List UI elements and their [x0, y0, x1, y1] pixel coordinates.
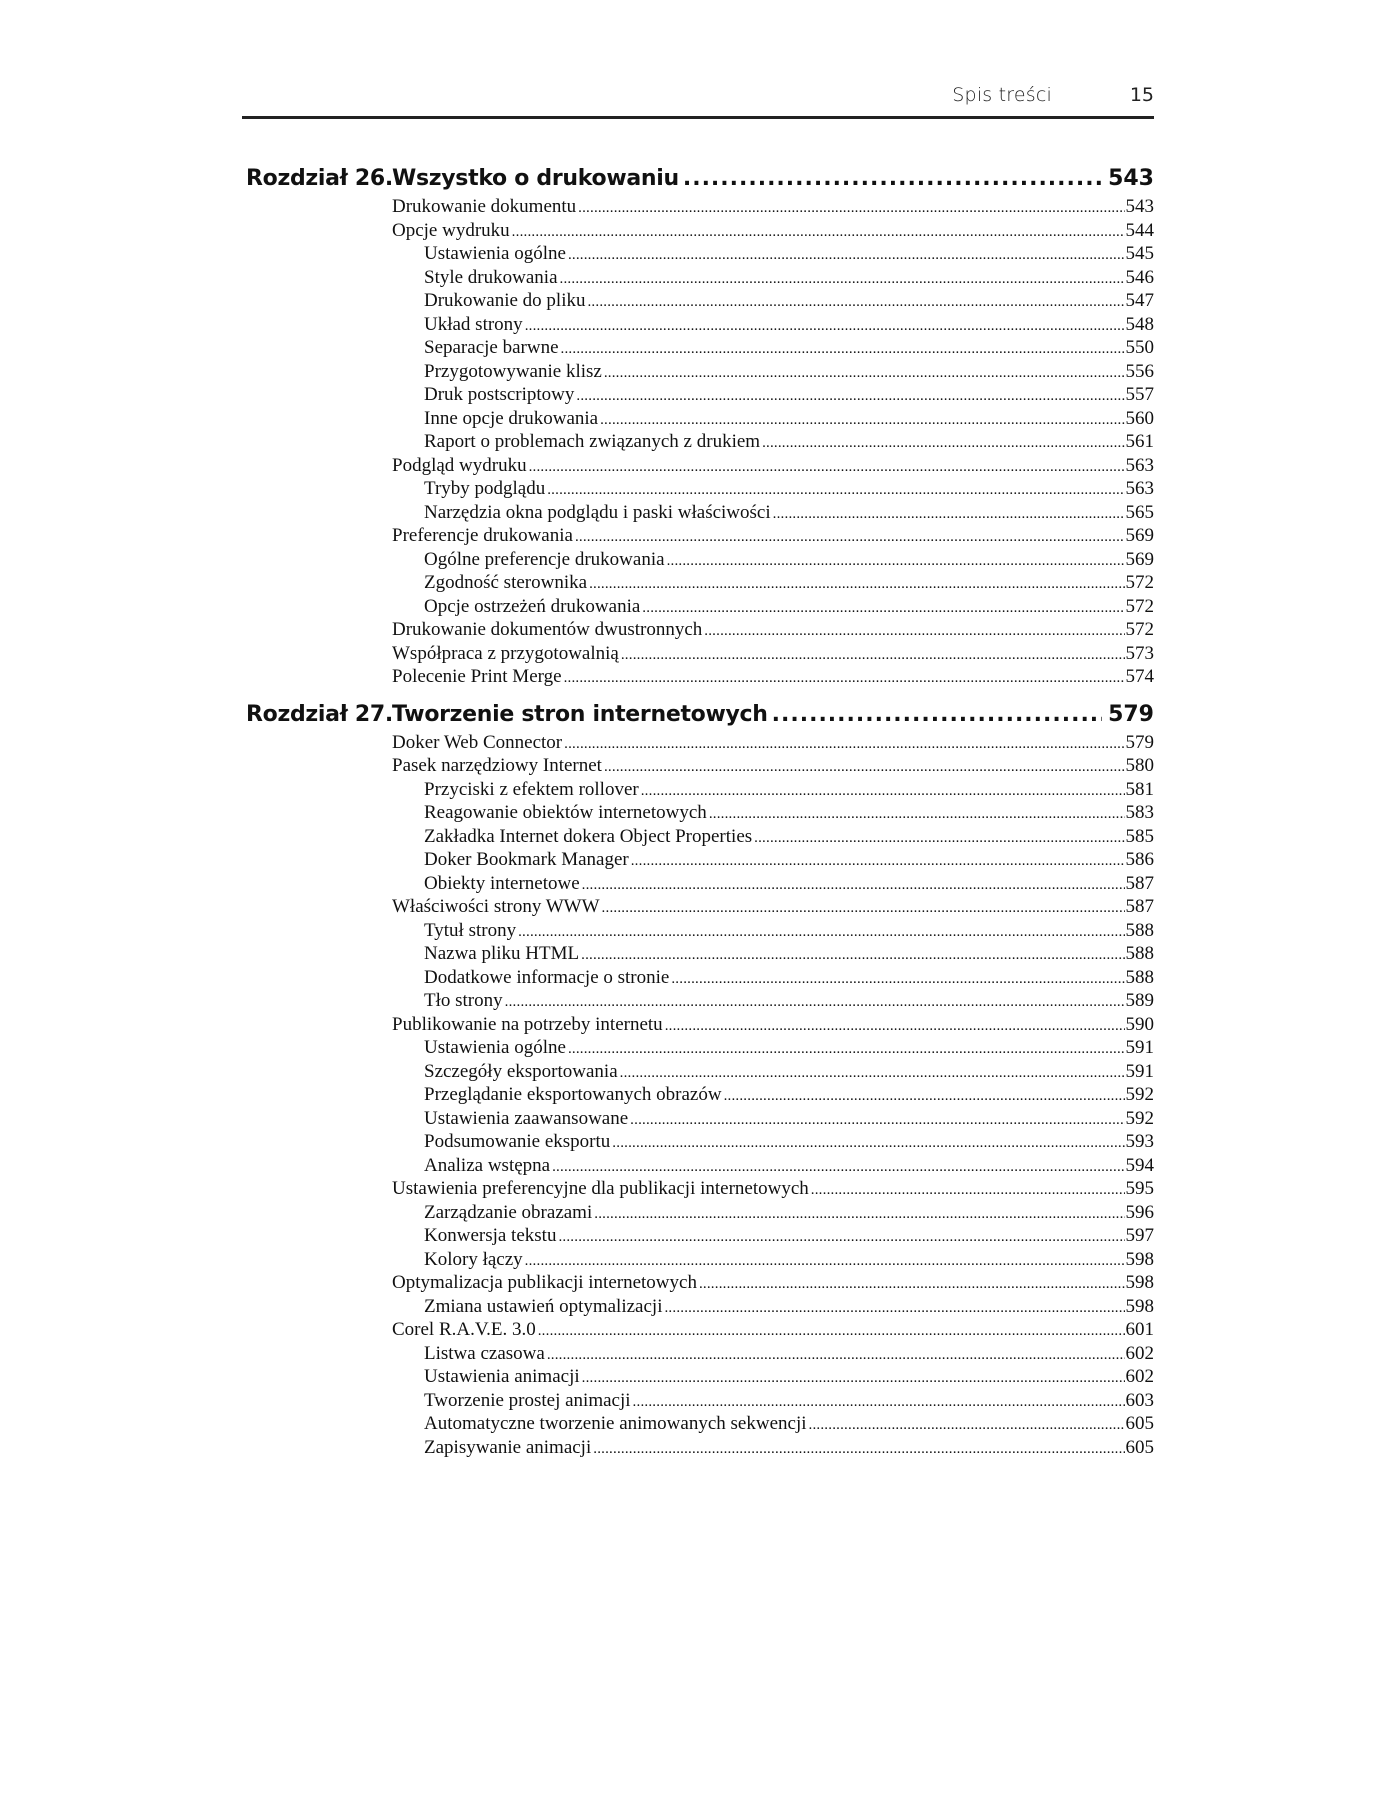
toc-chapter [242, 163, 1154, 689]
toc-entry [392, 642, 1154, 666]
toc-entry [424, 919, 1154, 943]
dot-leader [547, 1344, 1125, 1368]
toc-entry [424, 1036, 1154, 1060]
dot-leader [772, 699, 1102, 731]
dot-leader [558, 1226, 1124, 1250]
toc-entry-title: Zmiana ustawień optymalizacji [424, 1295, 663, 1317]
dot-leader [561, 338, 1125, 362]
toc-entry-title: Separacje barwne [424, 337, 559, 358]
toc-entry-page-number: 563 [1125, 454, 1154, 476]
toc-entry-title: Podsumowanie eksportu [424, 1131, 611, 1152]
chapter-label: Rozdział 26. [246, 166, 393, 191]
toc-entry-title: Tytuł strony [424, 919, 517, 941]
toc-entry-page-number: 572 [1125, 595, 1154, 617]
toc-entry-page-number: 550 [1125, 337, 1154, 358]
dot-leader [581, 944, 1124, 968]
chapter-title-line [392, 699, 1154, 731]
toc-entry [424, 313, 1154, 337]
toc-entry [424, 242, 1154, 266]
chapter-title: Tworzenie stron internetowych [392, 701, 768, 727]
toc-entry-title: Tło strony [424, 990, 503, 1011]
toc-entry-title: Automatyczne tworzenie animowanych sekwencji [424, 1413, 807, 1434]
toc-entry-title: Szczegóły eksportowania [424, 1060, 618, 1082]
toc-entry [424, 501, 1154, 525]
dot-leader [704, 620, 1124, 644]
toc-entry [424, 848, 1154, 872]
toc-entry-page-number: 598 [1125, 1295, 1154, 1317]
dot-leader [633, 1391, 1125, 1415]
toc-entry-title: Podgląd wydruku [392, 454, 527, 476]
toc-entry-page-number: 572 [1125, 572, 1154, 593]
toc-entry [392, 754, 1154, 778]
toc-entry [392, 618, 1154, 642]
toc-entry [424, 872, 1154, 896]
toc-entry-title: Ustawienia preferencyjne dla publikacji internetowych [392, 1178, 809, 1199]
toc-entry-page-number: 561 [1125, 431, 1154, 452]
dot-leader [587, 291, 1124, 315]
toc-entry-page-number: 585 [1125, 825, 1154, 847]
toc-entry-title: Listwa czasowa [424, 1342, 545, 1364]
dot-leader [582, 1367, 1125, 1391]
toc-entry-title: Nazwa pliku HTML [424, 943, 580, 964]
dot-leader [683, 163, 1102, 195]
dot-leader [630, 1109, 1124, 1133]
toc-entry-title: Tworzenie prostej animacji [424, 1389, 631, 1411]
dot-leader [525, 315, 1125, 339]
page-number: 15 [1129, 84, 1154, 106]
toc-entry-page-number: 602 [1125, 1366, 1154, 1387]
toc-entry [424, 1412, 1154, 1436]
dot-leader [602, 897, 1125, 921]
toc-entry [424, 407, 1154, 431]
toc-entry-page-number: 545 [1125, 243, 1154, 264]
toc-entry [392, 1177, 1154, 1201]
toc-entry [424, 966, 1154, 990]
chapter-page-number: 579 [1108, 701, 1154, 727]
dot-leader [667, 550, 1125, 574]
dot-leader [582, 874, 1125, 898]
dot-leader [631, 850, 1125, 874]
toc-entry-page-number: 565 [1125, 501, 1154, 523]
toc-entry [424, 1436, 1154, 1460]
toc-entry [392, 524, 1154, 548]
dot-leader [576, 385, 1124, 409]
toc-entry-page-number: 583 [1125, 802, 1154, 823]
chapter-title-line [392, 163, 1154, 195]
toc-entry [424, 548, 1154, 572]
toc-entry [424, 989, 1154, 1013]
dot-leader [664, 1297, 1124, 1321]
dot-leader [564, 667, 1125, 691]
toc-entry-page-number: 596 [1125, 1201, 1154, 1223]
toc-entry-page-number: 587 [1125, 872, 1154, 894]
toc-entry [424, 1342, 1154, 1366]
dot-leader [641, 780, 1125, 804]
toc-entry-page-number: 593 [1125, 1131, 1154, 1152]
toc-entry-title: Współpraca z przygotowalnią [392, 642, 619, 664]
toc-entry [424, 1248, 1154, 1272]
toc-entry-page-number: 581 [1125, 778, 1154, 800]
toc-entry-page-number: 569 [1125, 548, 1154, 570]
toc-entry-title: Style drukowania [424, 266, 558, 288]
toc-entry-page-number: 597 [1125, 1225, 1154, 1246]
toc-entry-title: Przygotowywanie klisz [424, 360, 602, 382]
dot-leader [538, 1320, 1125, 1344]
toc-entry-title: Zakładka Internet dokera Object Properties [424, 825, 753, 847]
toc-entry [424, 1083, 1154, 1107]
toc-entry [424, 360, 1154, 384]
dot-leader [724, 1085, 1125, 1109]
toc-entry-title: Raport o problemach związanych z drukiem [424, 431, 761, 452]
toc-entry-page-number: 572 [1125, 619, 1154, 640]
toc-entry-page-number: 547 [1125, 290, 1154, 311]
toc-entry [424, 595, 1154, 619]
toc-entry [392, 731, 1154, 755]
toc-entry-title: Inne opcje drukowania [424, 407, 599, 429]
toc-entry-page-number: 573 [1125, 642, 1154, 664]
chapter-page-number: 543 [1108, 166, 1154, 191]
toc-entry-page-number: 592 [1125, 1084, 1154, 1105]
toc-entry-page-number: 587 [1125, 896, 1154, 917]
chapter-label: Rozdział 27. [246, 701, 393, 727]
toc-entry-page-number: 548 [1125, 313, 1154, 335]
toc-entry-title: Ustawienia ogólne [424, 1037, 566, 1058]
chapter-heading [242, 163, 1154, 195]
toc-entry-page-number: 588 [1125, 943, 1154, 964]
toc-entry [424, 1060, 1154, 1084]
dot-leader [518, 921, 1124, 945]
dot-leader [699, 1273, 1125, 1297]
toc-entry-title: Doker Web Connector [392, 731, 563, 753]
toc-entry-title: Dodatkowe informacje o stronie [424, 966, 670, 988]
toc-entry-page-number: 592 [1125, 1107, 1154, 1129]
toc-entry-page-number: 598 [1125, 1248, 1154, 1270]
dot-leader [568, 244, 1125, 268]
toc-entry-page-number: 601 [1125, 1319, 1154, 1340]
toc-entry-title: Preferencje drukowania [392, 525, 573, 546]
toc-entry [392, 219, 1154, 243]
toc-entry [424, 1365, 1154, 1389]
toc-entry [392, 665, 1154, 689]
dot-leader [505, 991, 1125, 1015]
dot-leader [671, 968, 1124, 992]
toc-entry-title: Zapisywanie animacji [424, 1436, 592, 1458]
toc-entry-title: Opcje wydruku [392, 219, 510, 241]
toc-entry-title: Przyciski z efektem rollover [424, 778, 639, 800]
toc-entry [392, 195, 1154, 219]
dot-leader [594, 1203, 1124, 1227]
toc-entry-page-number: 594 [1125, 1154, 1154, 1176]
table-of-contents [242, 163, 1154, 1459]
toc-entry-title: Właściwości strony WWW [392, 896, 600, 917]
toc-entry-page-number: 598 [1125, 1272, 1154, 1293]
toc-entry [424, 430, 1154, 454]
toc-entry-page-number: 574 [1125, 666, 1154, 687]
toc-entry-page-number: 591 [1125, 1037, 1154, 1058]
toc-entry-page-number: 591 [1125, 1060, 1154, 1082]
toc-entry [424, 477, 1154, 501]
toc-entry-page-number: 543 [1125, 196, 1154, 217]
toc-entry-page-number: 563 [1125, 478, 1154, 499]
toc-entry-page-number: 605 [1125, 1436, 1154, 1458]
dot-leader [621, 644, 1125, 668]
dot-leader [564, 733, 1124, 757]
chapter-heading [242, 699, 1154, 731]
dot-leader [593, 1438, 1124, 1462]
toc-entry-page-number: 579 [1125, 731, 1154, 753]
dot-leader [512, 221, 1125, 245]
toc-entry-title: Publikowanie na potrzeby internetu [392, 1013, 663, 1035]
toc-entry-title: Drukowanie dokumentów dwustronnych [392, 619, 703, 640]
toc-entry [392, 454, 1154, 478]
toc-entry [424, 1130, 1154, 1154]
toc-entry [424, 1107, 1154, 1131]
toc-entry-page-number: 589 [1125, 990, 1154, 1011]
toc-entry [424, 778, 1154, 802]
dot-leader [809, 1414, 1125, 1438]
toc-entry-title: Konwersja tekstu [424, 1225, 557, 1246]
toc-entry-page-number: 603 [1125, 1389, 1154, 1411]
toc-entry [424, 1389, 1154, 1413]
toc-entry [424, 336, 1154, 360]
toc-entry [424, 1154, 1154, 1178]
dot-leader [773, 503, 1125, 527]
toc-entry-page-number: 544 [1125, 219, 1154, 241]
toc-entry-page-number: 586 [1125, 849, 1154, 870]
toc-entry-title: Układ strony [424, 313, 523, 335]
toc-entry-page-number: 590 [1125, 1013, 1154, 1035]
toc-entry-title: Ustawienia ogólne [424, 243, 566, 264]
toc-entry-title: Ogólne preferencje drukowania [424, 548, 665, 570]
toc-entry-title: Obiekty internetowe [424, 872, 580, 894]
toc-entry-title: Doker Bookmark Manager [424, 849, 629, 870]
toc-entry-page-number: 546 [1125, 266, 1154, 288]
toc-entry-title: Drukowanie dokumentu [392, 196, 577, 217]
dot-leader [604, 362, 1125, 386]
toc-entry-page-number: 602 [1125, 1342, 1154, 1364]
toc-entry-page-number: 569 [1125, 525, 1154, 546]
dot-leader [552, 1156, 1124, 1180]
dot-leader [762, 432, 1124, 456]
toc-entry [424, 1201, 1154, 1225]
dot-leader [529, 456, 1125, 480]
dot-leader [547, 479, 1124, 503]
toc-entry-title: Przeglądanie eksportowanych obrazów [424, 1084, 722, 1105]
dot-leader [754, 827, 1124, 851]
toc-entry [392, 895, 1154, 919]
toc-entry [392, 1318, 1154, 1342]
toc-entry-page-number: 595 [1125, 1178, 1154, 1199]
toc-entry [424, 825, 1154, 849]
toc-entry-title: Corel R.A.V.E. 3.0 [392, 1319, 536, 1340]
toc-entry-list [242, 195, 1154, 689]
toc-entry-title: Kolory łączy [424, 1248, 523, 1270]
dot-leader [709, 803, 1125, 827]
toc-entry-page-number: 580 [1125, 755, 1154, 776]
toc-entry-title: Ustawienia animacji [424, 1366, 580, 1387]
dot-leader [604, 756, 1125, 780]
dot-leader [578, 197, 1124, 221]
toc-entry-title: Opcje ostrzeżeń drukowania [424, 595, 641, 617]
page-header [242, 82, 1154, 119]
toc-entry [424, 571, 1154, 595]
toc-entry-page-number: 557 [1125, 384, 1154, 405]
toc-entry [424, 289, 1154, 313]
toc-entry-title: Analiza wstępna [424, 1154, 551, 1176]
dot-leader [665, 1015, 1125, 1039]
toc-entry [424, 942, 1154, 966]
toc-entry-title: Drukowanie do pliku [424, 290, 586, 311]
toc-entry-page-number: 556 [1125, 360, 1154, 382]
toc-entry [392, 1013, 1154, 1037]
dot-leader [612, 1132, 1124, 1156]
toc-entry [424, 1295, 1154, 1319]
toc-entry-title: Tryby podglądu [424, 478, 546, 499]
toc-entry-title: Pasek narzędziowy Internet [392, 755, 602, 776]
toc-entry-page-number: 605 [1125, 1413, 1154, 1434]
dot-leader [600, 409, 1124, 433]
toc-entry-title: Optymalizacja publikacji internetowych [392, 1272, 697, 1293]
toc-entry-page-number: 560 [1125, 407, 1154, 429]
toc-entry [424, 801, 1154, 825]
dot-leader [642, 597, 1124, 621]
dot-leader [568, 1038, 1125, 1062]
toc-entry [424, 266, 1154, 290]
toc-entry-title: Polecenie Print Merge [392, 666, 562, 687]
toc-entry [392, 1271, 1154, 1295]
toc-entry [424, 383, 1154, 407]
dot-leader [575, 526, 1125, 550]
toc-chapter [242, 699, 1154, 1460]
toc-entry-title: Druk postscriptowy [424, 384, 575, 405]
dot-leader [560, 268, 1125, 292]
running-title: Spis treści [952, 84, 1052, 106]
toc-entry-page-number: 588 [1125, 919, 1154, 941]
dot-leader [589, 573, 1124, 597]
dot-leader [525, 1250, 1125, 1274]
dot-leader [811, 1179, 1125, 1203]
toc-entry-title: Ustawienia zaawansowane [424, 1107, 629, 1129]
toc-entry-list [242, 731, 1154, 1460]
toc-entry-title: Reagowanie obiektów internetowych [424, 802, 707, 823]
toc-entry-title: Zarządzanie obrazami [424, 1201, 593, 1223]
toc-entry-title: Narzędzia okna podglądu i paski właściwości [424, 501, 771, 523]
dot-leader [620, 1062, 1125, 1086]
chapter-title: Wszystko o drukowaniu [392, 166, 679, 191]
toc-entry-title: Zgodność sterownika [424, 572, 588, 593]
toc-entry-page-number: 588 [1125, 966, 1154, 988]
toc-entry [424, 1224, 1154, 1248]
